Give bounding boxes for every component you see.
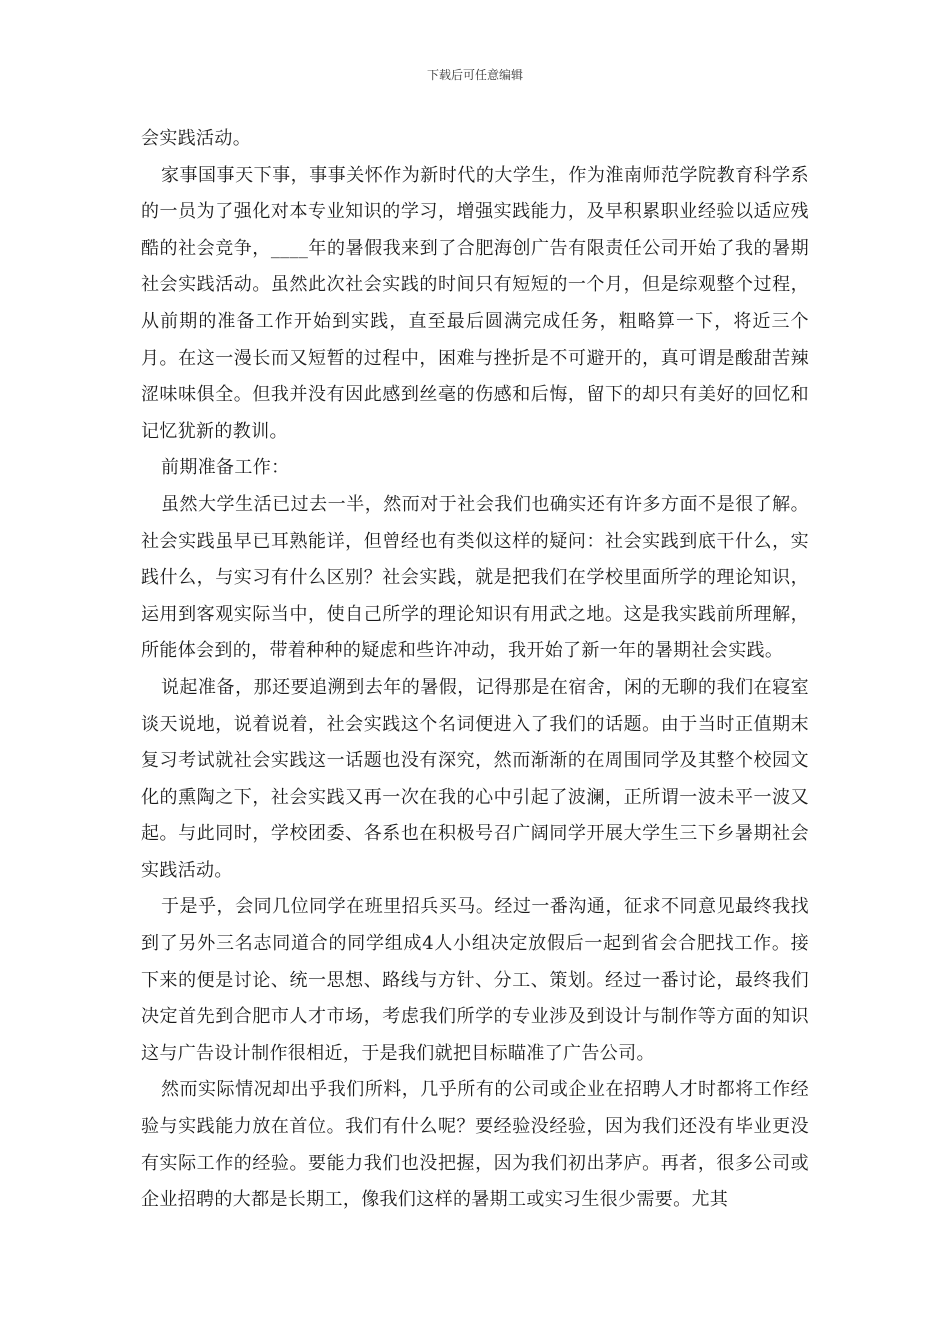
paragraph: 然而实际情况却出乎我们所料，几乎所有的公司或企业在招聘人才时都将工作经验与实践能力放在首位。我们有什么呢？要经验没经验，因为我们还没有毕业更没有实际工作的经验。要能力我们也没把握，因为我们初出茅庐。再者，很多公司或企业招聘的大都是长期工，像我们这样的暑期工或实习生很少需要。尤其	[141, 1079, 809, 1211]
paragraph: 会实践活动。	[141, 128, 252, 149]
paragraph: 虽然大学生活已过去一半，然而对于社会我们也确实还有许多方面不是很了解。社会实践虽早已耳熟能详，但曾经也有类似这样的疑问：社会实践到底干什么，实践什么，与实习有什么区别？社会实践，就是把我们在学校里面所学的理论知识，运用到客观实际当中，使自己所学的理论知识有用武之地。这是我实践前所理解，所能体会到的，带着种种的疑虑和些许冲动，我开始了新一年的暑期社会实践。	[141, 493, 809, 662]
page-header: 下载后可任意编辑	[426, 68, 523, 82]
document-body	[141, 121, 809, 1219]
paragraph: 于是乎，会同几位同学在班里招兵买马。经过一番沟通，征求不同意见最终我找到了另外三名志同道合的同学组成4人小组决定放假后一起到省会合肥找工作。接下来的便是讨论、统一思想、路线与方针、分工、策划。经过一番讨论，最终我们决定首先到合肥市人才市场，考虑我们所学的专业涉及到设计与制作等方面的知识这与广告设计制作很相近，于是我们就把目标瞄准了广告公司。	[141, 896, 809, 1064]
section-heading: 前期准备工作：	[161, 457, 290, 479]
paragraph: 说起准备，那还要追溯到去年的暑假，记得那是在宿舍，闲的无聊的我们在寝室谈天说地，说着说着，社会实践这个名词便进入了我们的话题。由于当时正值期末复习考试就社会实践这一话题也没有深究，然而渐渐的在周围同学及其整个校园文化的熏陶之下，社会实践又再一次在我的心中引起了波澜，正所谓一波未平一波又起。与此同时，学校团委、各系也在积极号召广阔同学开展大学生三下乡暑期社会实践活动。	[141, 676, 809, 881]
paragraph: 家事国事天下事，事事关怀作为新时代的大学生，作为淮南师范学院教育科学系的一员为了强化对本专业知识的学习，增强实践能力，及早积累职业经验以适应残酷的社会竞争，____年的暑假我来到了合肥海创广告有限责任公司开始了我的暑期社会实践活动。虽然此次社会实践的时间只有短短的一个月，但是综观整个过程，从前期的准备工作开始到实践，直至最后圆满完成任务，粗略算一下，将近三个月。在这一漫长而又短暂的过程中，困难与挫折是不可避开的，真可谓是酸甜苦辣涩味味俱全。但我并没有因此感到丝毫的伤感和后悔，留下的却只有美好的回忆和记忆犹新的教训。	[141, 164, 809, 442]
